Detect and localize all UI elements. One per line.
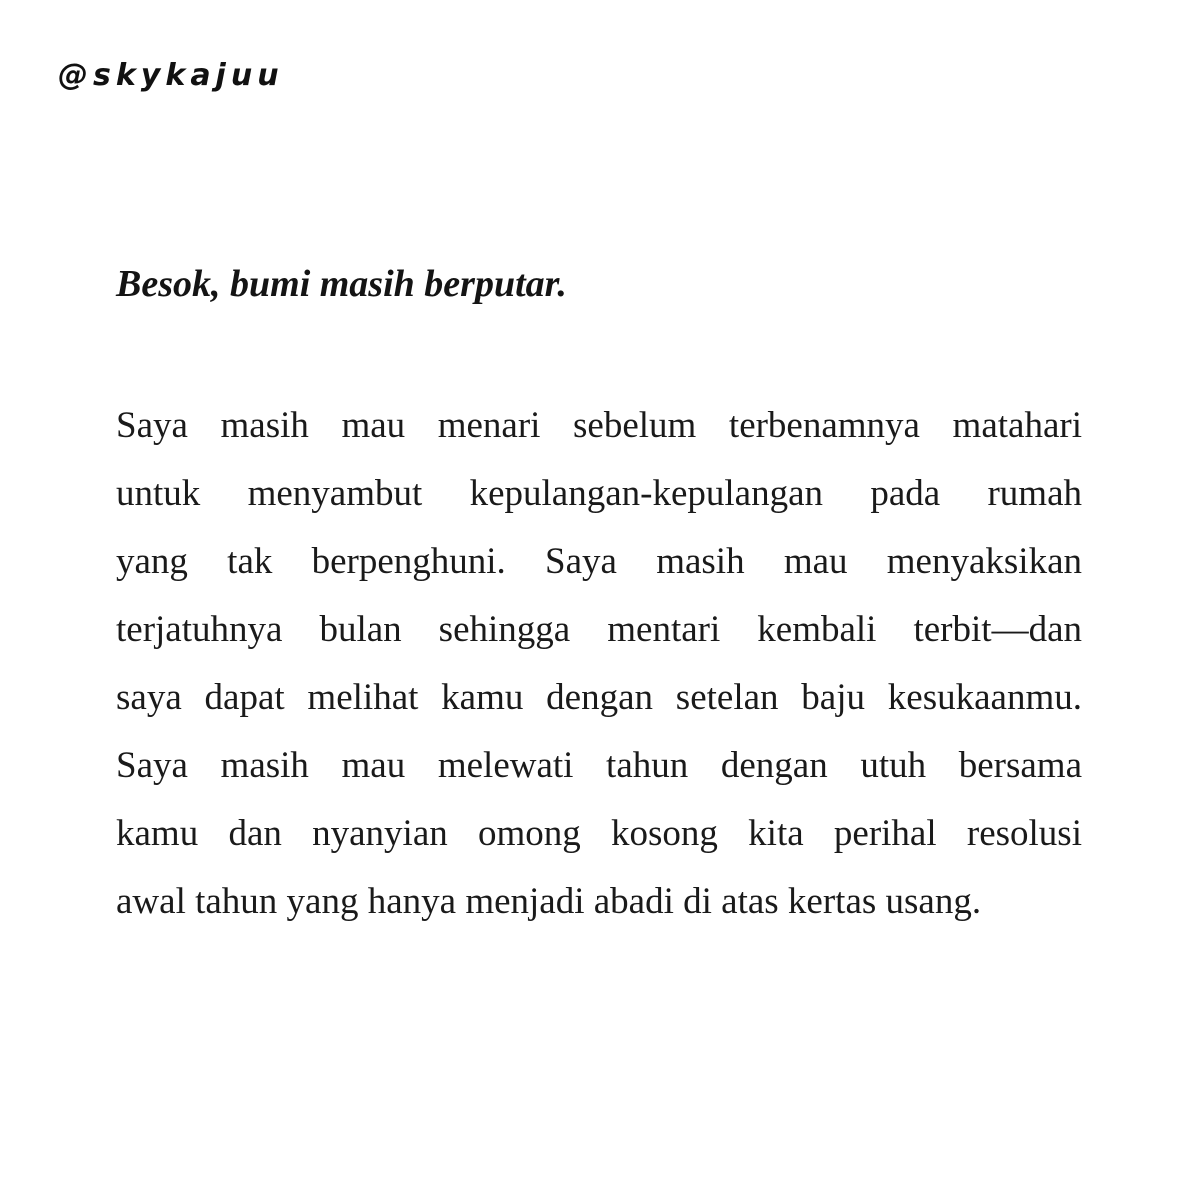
body-line: yang tak berpenghuni. Saya masih mau menyaksikan bbox=[116, 541, 1082, 582]
body-line: kamu dan nyanyian omong kosong kita perihal resolusi bbox=[116, 813, 1082, 854]
body-line: untuk menyambut kepulangan-kepulangan pada rumah bbox=[116, 473, 1082, 514]
body-line: Saya masih mau melewati tahun dengan utuh bersama bbox=[116, 745, 1082, 786]
body-line: saya dapat melihat kamu dengan setelan baju kesukaanmu. bbox=[116, 677, 1082, 718]
body-line: awal tahun yang hanya menjadi abadi di atas kertas usang. bbox=[116, 881, 982, 922]
poem-title: Besok, bumi masih berputar. bbox=[116, 263, 567, 305]
author-handle: @skykajuu bbox=[58, 58, 284, 93]
body-line: Saya masih mau menari sebelum terbenamnya matahari bbox=[116, 405, 1082, 446]
body-line: terjatuhnya bulan sehingga mentari kembali terbit—dan bbox=[116, 609, 1082, 650]
poem-body bbox=[116, 392, 1082, 936]
